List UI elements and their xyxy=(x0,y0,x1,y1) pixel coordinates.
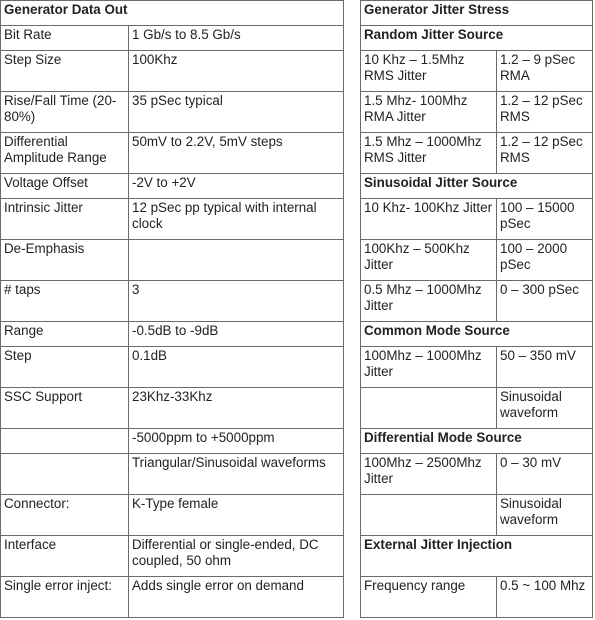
table-row xyxy=(1,454,344,495)
table-row xyxy=(1,133,344,174)
jitter-range: 1.5 Mhz – 1000Mhz RMS Jitter xyxy=(361,133,497,174)
jitter-range xyxy=(361,495,497,536)
table-header: Generator Data Out xyxy=(1,1,344,26)
section-row xyxy=(361,174,593,199)
spec-value: -5000ppm to +5000ppm xyxy=(129,429,344,454)
spec-label: Interface xyxy=(1,536,129,577)
table-row xyxy=(361,388,593,429)
spec-value: Triangular/Sinusoidal waveforms xyxy=(129,454,344,495)
spec-label: Bit Rate xyxy=(1,26,129,51)
section-row xyxy=(361,322,593,347)
jitter-value: Sinusoidal waveform xyxy=(497,495,593,536)
spec-value: -0.5dB to -9dB xyxy=(129,322,344,347)
table-row xyxy=(1,495,344,536)
jitter-range: 10 Khz – 1.5Mhz RMS Jitter xyxy=(361,51,497,92)
table-row xyxy=(1,322,344,347)
jitter-value: 0.5 ~ 100 Mhz xyxy=(497,577,593,618)
table-row xyxy=(361,92,593,133)
table-row xyxy=(1,240,344,281)
spec-value: 100Khz xyxy=(129,51,344,92)
table-header: Generator Jitter Stress xyxy=(361,1,593,26)
spec-value: 3 xyxy=(129,281,344,322)
table-row xyxy=(361,240,593,281)
jitter-value: 50 – 350 mV xyxy=(497,347,593,388)
jitter-range: 0.5 Mhz – 1000Mhz Jitter xyxy=(361,281,497,322)
section-header: Differential Mode Source xyxy=(361,429,593,454)
table-row xyxy=(361,495,593,536)
jitter-range: 100Mhz – 2500Mhz Jitter xyxy=(361,454,497,495)
spec-value: 23Khz-33Khz xyxy=(129,388,344,429)
jitter-value: 0 – 300 pSec xyxy=(497,281,593,322)
section-row xyxy=(361,536,593,577)
spec-label: SSC Support xyxy=(1,388,129,429)
table-row xyxy=(1,429,344,454)
generator-jitter-stress-table xyxy=(360,0,593,618)
jitter-range: Frequency range xyxy=(361,577,497,618)
section-header: Sinusoidal Jitter Source xyxy=(361,174,593,199)
spec-label: Voltage Offset xyxy=(1,174,129,199)
spec-value: 0.1dB xyxy=(129,347,344,388)
table-row xyxy=(361,454,593,495)
spec-label: Differential Amplitude Range xyxy=(1,133,129,174)
spec-label: Intrinsic Jitter xyxy=(1,199,129,240)
table-row xyxy=(361,51,593,92)
jitter-value: 100 – 15000 pSec xyxy=(497,199,593,240)
jitter-value: 100 – 2000 pSec xyxy=(497,240,593,281)
spec-value: Adds single error on demand xyxy=(129,577,344,618)
spec-label xyxy=(1,454,129,495)
section-header: Random Jitter Source xyxy=(361,26,593,51)
jitter-value: 1.2 – 9 pSec RMA xyxy=(497,51,593,92)
table-row xyxy=(1,347,344,388)
jitter-range xyxy=(361,388,497,429)
spec-value: Differential or single-ended, DC coupled, 50 ohm xyxy=(129,536,344,577)
spec-label: Single error inject: xyxy=(1,577,129,618)
table-row xyxy=(1,281,344,322)
table-row xyxy=(1,388,344,429)
spec-value xyxy=(129,240,344,281)
spec-label: Step Size xyxy=(1,51,129,92)
table-row xyxy=(1,92,344,133)
table-row xyxy=(361,347,593,388)
jitter-range: 10 Khz- 100Khz Jitter xyxy=(361,199,497,240)
table-row xyxy=(361,199,593,240)
jitter-value: 0 – 30 mV xyxy=(497,454,593,495)
table-header-row xyxy=(361,1,593,26)
table-row xyxy=(1,26,344,51)
jitter-value: 1.2 – 12 pSec RMS xyxy=(497,92,593,133)
section-row xyxy=(361,429,593,454)
spec-value: -2V to +2V xyxy=(129,174,344,199)
table-row xyxy=(361,577,593,618)
spec-label: # taps xyxy=(1,281,129,322)
table-row xyxy=(1,577,344,618)
table-row xyxy=(1,199,344,240)
table-row xyxy=(1,51,344,92)
spec-label: Range xyxy=(1,322,129,347)
spec-label: Rise/Fall Time (20-80%) xyxy=(1,92,129,133)
table-row xyxy=(361,133,593,174)
table-row xyxy=(1,536,344,577)
jitter-value: Sinusoidal waveform xyxy=(497,388,593,429)
section-header: External Jitter Injection xyxy=(361,536,593,577)
spec-label: Step xyxy=(1,347,129,388)
section-header: Common Mode Source xyxy=(361,322,593,347)
jitter-range: 100Khz – 500Khz Jitter xyxy=(361,240,497,281)
table-row xyxy=(1,174,344,199)
spec-label: Connector: xyxy=(1,495,129,536)
table-header-row xyxy=(1,1,344,26)
jitter-range: 1.5 Mhz- 100Mhz RMA Jitter xyxy=(361,92,497,133)
spec-label xyxy=(1,429,129,454)
jitter-range: 100Mhz – 1000Mhz Jitter xyxy=(361,347,497,388)
section-row xyxy=(361,26,593,51)
table-row xyxy=(361,281,593,322)
jitter-value: 1.2 – 12 pSec RMS xyxy=(497,133,593,174)
spec-value: 50mV to 2.2V, 5mV steps xyxy=(129,133,344,174)
spec-value: K-Type female xyxy=(129,495,344,536)
spec-label: De-Emphasis xyxy=(1,240,129,281)
spec-value: 12 pSec pp typical with internal clock xyxy=(129,199,344,240)
spec-value: 1 Gb/s to 8.5 Gb/s xyxy=(129,26,344,51)
spec-value: 35 pSec typical xyxy=(129,92,344,133)
